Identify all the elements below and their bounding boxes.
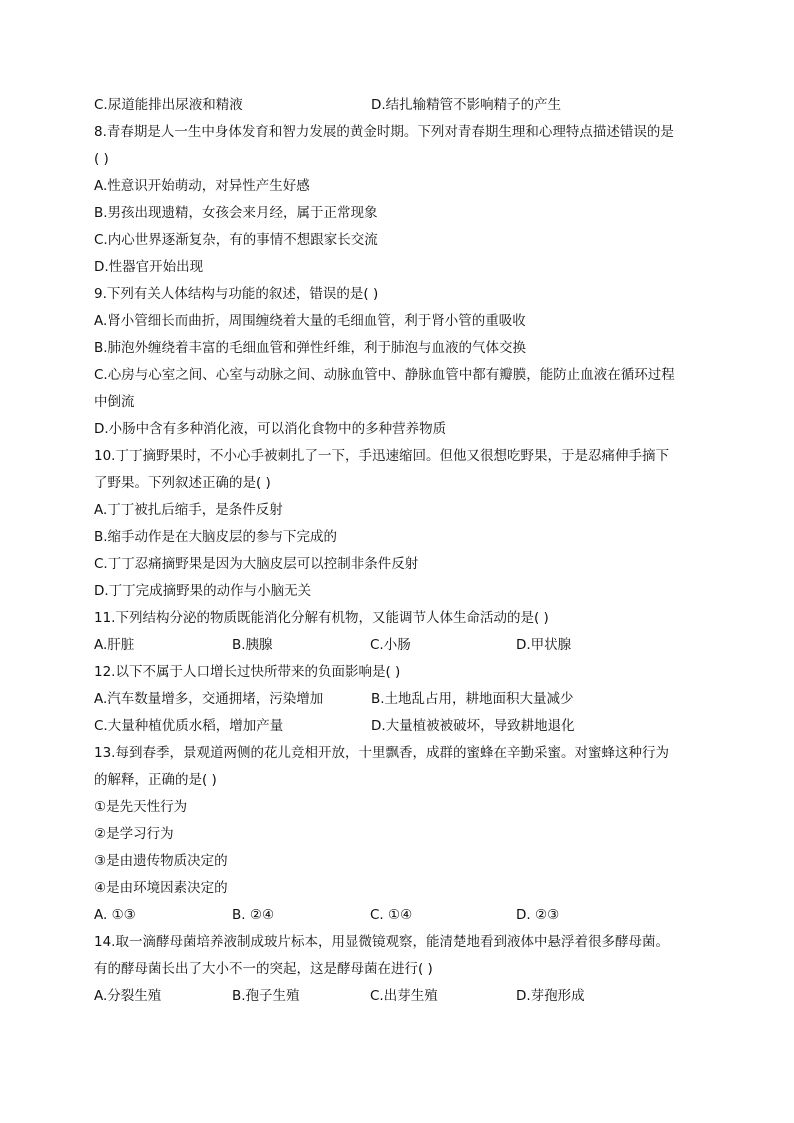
q13-statement-4: ④是由环境因素决定的: [94, 880, 228, 896]
q12-option-a: A.汽车数量增多，交通拥堵，污染增加: [94, 691, 324, 707]
q9-option-b: B.肺泡外缠绕着丰富的毛细血管和弹性纤维，利于肺泡与血液的气体交换: [94, 340, 527, 356]
q9-option-c-line-2: 中倒流: [94, 394, 135, 410]
q14-option-a: A.分裂生殖: [94, 988, 162, 1004]
q8-option-b: B.男孩出现遗精，女孩会来月经，属于正常现象: [94, 205, 378, 221]
q13-option-b: B. ②④: [232, 907, 275, 923]
q10-option-d: D.丁丁完成摘野果的动作与小脑无关: [94, 583, 312, 599]
q13-options: [94, 902, 704, 929]
q14-option-b: B.孢子生殖: [232, 988, 300, 1004]
q11-options: [94, 632, 704, 659]
q8-option-c: C.内心世界逐渐复杂，有的事情不想跟家长交流: [94, 232, 378, 248]
q10-option-c: C.丁丁忍痛摘野果是因为大脑皮层可以控制非条件反射: [94, 556, 419, 572]
q14-option-c: C.出芽生殖: [370, 988, 438, 1004]
q13-statement-2: ②是学习行为: [94, 826, 174, 842]
q8-stem-line-1: 8.青春期是人一生中身体发育和智力发展的黄金时期。下列对青春期生理和心理特点描述错误的是: [94, 124, 674, 140]
q14-options: [94, 983, 704, 1010]
q10-stem-line-1: 10.丁丁摘野果时，不小心手被刺扎了一下，手迅速缩回。但他又很想吃野果，于是忍痛伸手摘下: [94, 448, 669, 464]
q7-options-cd: [94, 92, 704, 119]
q13-option-c: C. ①④: [370, 907, 413, 923]
q10-option-b: B.缩手动作是在大脑皮层的参与下完成的: [94, 529, 338, 545]
q13-statement-1: ①是先天性行为: [94, 799, 188, 815]
q7-option-d: D.结扎输精管不影响精子的产生: [371, 97, 562, 113]
q13-stem-line-2: 的解释，正确的是( ): [94, 772, 217, 788]
q11-option-a: A.肝脏: [94, 637, 135, 653]
q12-options-cd: [94, 713, 704, 740]
q8-stem-line-2: ( ): [94, 151, 109, 167]
q11-option-d: D.甲状腺: [516, 637, 572, 653]
q13-option-d: D. ②③: [516, 907, 560, 923]
q9-option-d: D.小肠中含有多种消化液，可以消化食物中的多种营养物质: [94, 421, 447, 437]
q9-option-a: A.肾小管细长而曲折，周围缠绕着大量的毛细血管，利于肾小管的重吸收: [94, 313, 526, 329]
q12-stem: 12.以下不属于人口增长过快所带来的负面影响是( ): [94, 664, 401, 680]
q12-options-ab: [94, 686, 704, 713]
q11-option-c: C.小肠: [370, 637, 411, 653]
q10-option-a: A.丁丁被扎后缩手，是条件反射: [94, 502, 283, 518]
q7-option-c: C.尿道能排出尿液和精液: [94, 97, 243, 113]
q13-option-a: A. ①③: [94, 907, 136, 923]
q8-option-a: A.性意识开始萌动，对异性产生好感: [94, 178, 310, 194]
q8-option-d: D.性器官开始出现: [94, 259, 204, 275]
q14-stem-line-1: 14.取一滴酵母菌培养液制成玻片标本，用显微镜观察，能清楚地看到液体中悬浮着很多酵母菌。: [94, 934, 669, 950]
q10-stem-line-2: 了野果。下列叙述正确的是( ): [94, 475, 271, 491]
q11-stem: 11.下列结构分泌的物质既能消化分解有机物，又能调节人体生命活动的是( ): [94, 610, 549, 626]
q12-option-d: D.大量植被被破坏，导致耕地退化: [371, 718, 575, 734]
q12-option-b: B.土地乱占用，耕地面积大量减少: [371, 691, 574, 707]
q12-option-c: C.大量种植优质水稻，增加产量: [94, 718, 284, 734]
q14-option-d: D.芽孢形成: [516, 988, 585, 1004]
q9-stem: 9.下列有关人体结构与功能的叙述，错误的是( ): [94, 286, 379, 302]
q9-option-c-line-1: C.心房与心室之间、心室与动脉之间、动脉血管中、静脉血管中都有瓣膜，能防止血液在循环过程: [94, 367, 675, 383]
q13-stem-line-1: 13.每到春季，景观道两侧的花儿竞相开放，十里飘香，成群的蜜蜂在辛勤采蜜。对蜜蜂这种行为: [94, 745, 669, 761]
q14-stem-line-2: 有的酵母菌长出了大小不一的突起，这是酵母菌在进行( ): [94, 961, 433, 977]
question-list: [94, 92, 704, 1010]
q13-statement-3: ③是由遗传物质决定的: [94, 853, 228, 869]
q11-option-b: B.胰腺: [232, 637, 273, 653]
